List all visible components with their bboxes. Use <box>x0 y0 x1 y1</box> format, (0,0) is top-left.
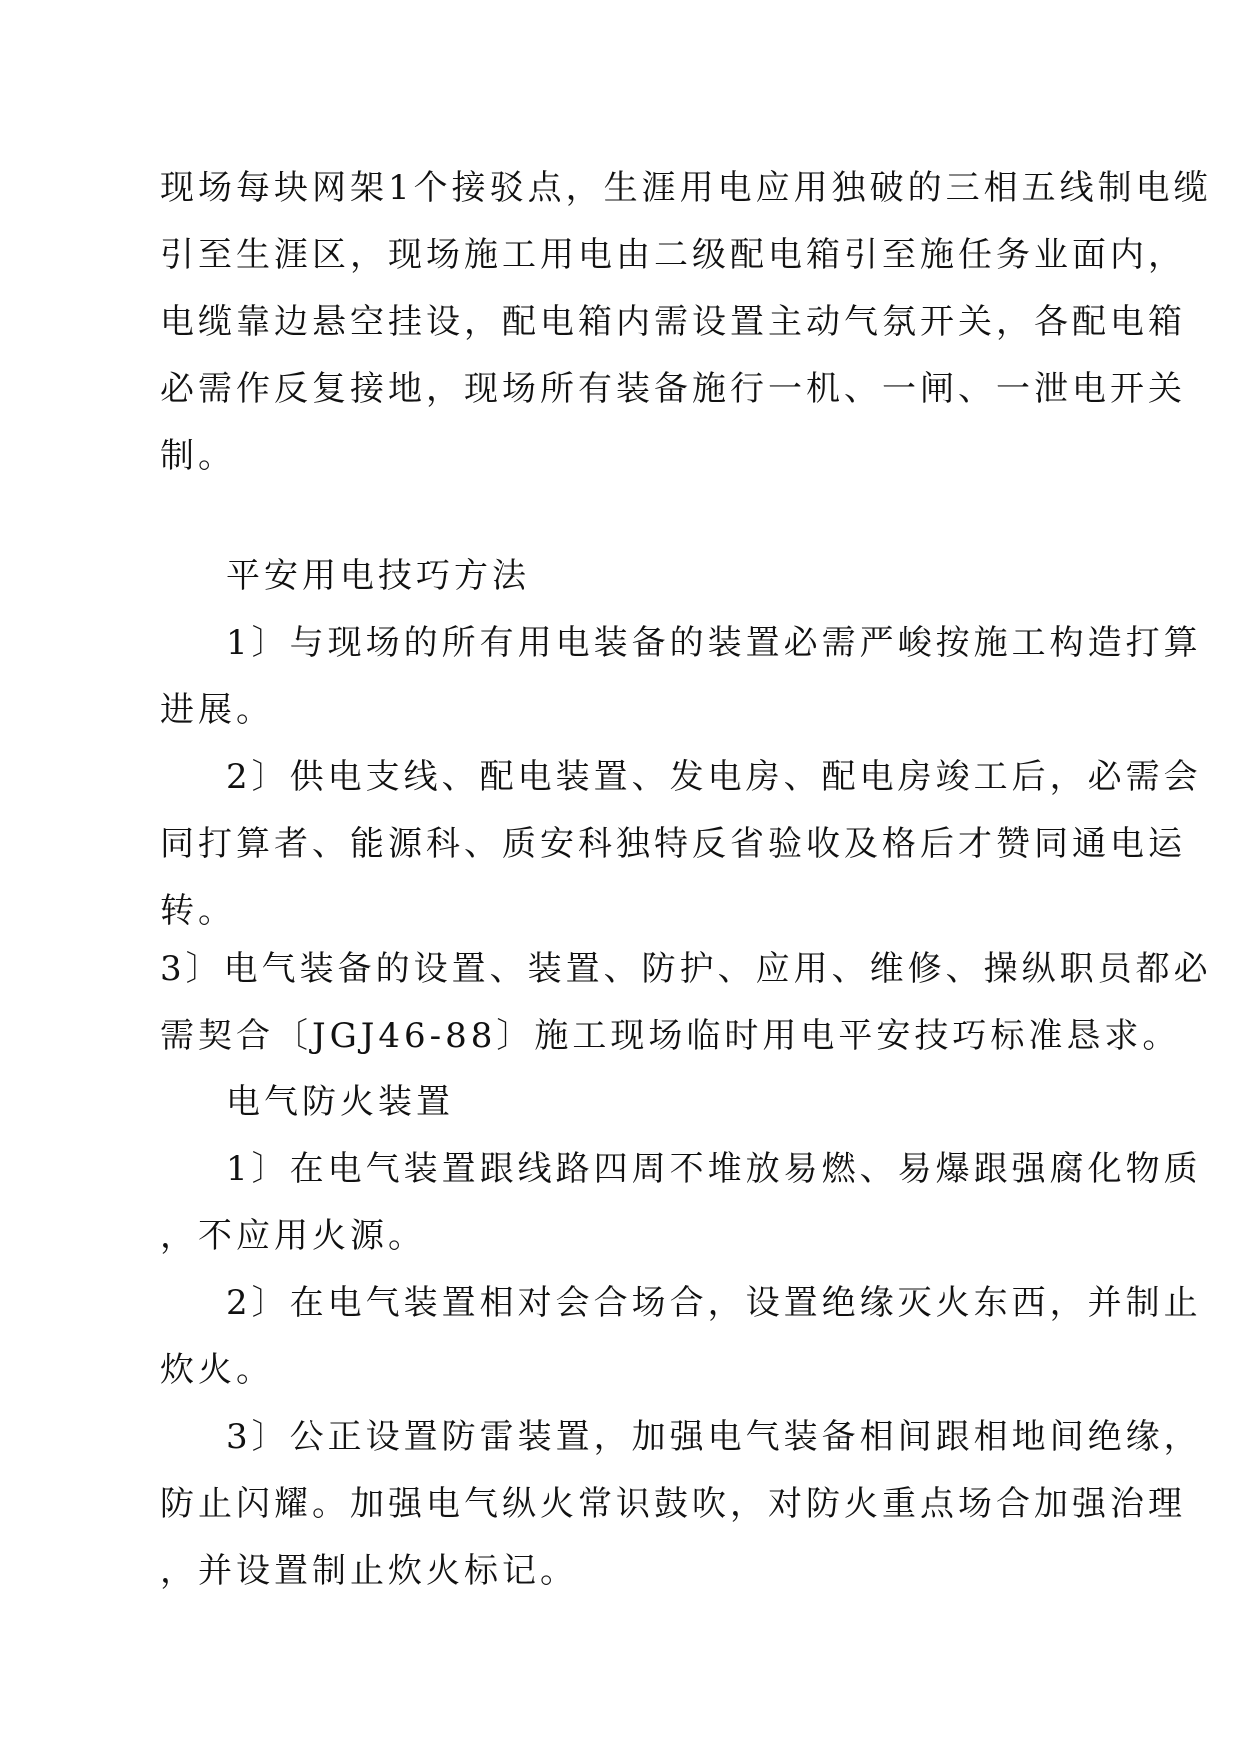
safety-item-2-line-1: 2〕供电支线、配电装置、发电房、配电房竣工后，必需会 <box>226 757 1202 797</box>
body-line-4: 必需作反复接地，现场所有装备施行一机、一闸、一泄电开关 <box>160 369 1186 409</box>
fire-item-3-line-2: 防止闪耀。加强电气纵火常识鼓吹，对防火重点场合加强治理 <box>160 1484 1186 1524</box>
body-line-3: 电缆靠边悬空挂设，配电箱内需设置主动气氛开关，各配电箱 <box>160 302 1186 342</box>
safety-item-2-line-2: 同打算者、能源科、质安科独特反省验收及格后才赞同通电运 <box>160 824 1186 864</box>
section-heading-fire-prevention: 电气防火装置 <box>226 1082 454 1122</box>
fire-item-3-line-1: 3〕公正设置防雷装置，加强电气装备相间跟相地间绝缘， <box>226 1417 1202 1457</box>
safety-item-3-line-2: 需契合〔JGJ46-88〕施工现场临时用电平安技巧标准恳求。 <box>160 1016 1181 1056</box>
fire-item-2-line-2: 炊火。 <box>160 1350 274 1390</box>
body-line-2: 引至生涯区，现场施工用电由二级配电箱引至施任务业面内， <box>160 235 1186 275</box>
fire-item-3-line-3: ，并设置制止炊火标记。 <box>160 1551 578 1591</box>
body-line-1: 现场每块网架1个接驳点，生涯用电应用独破的三相五线制电缆 <box>160 168 1212 208</box>
safety-item-3-line-1: 3〕电气装备的设置、装置、防护、应用、维修、操纵职员都必 <box>160 949 1212 989</box>
safety-item-2-line-3: 转。 <box>160 891 236 931</box>
safety-item-1-line-2: 进展。 <box>160 690 274 730</box>
safety-item-1-line-1: 1〕与现场的所有用电装备的装置必需严峻按施工构造打算 <box>226 623 1202 663</box>
section-heading-electrical-safety: 平安用电技巧方法 <box>226 556 530 596</box>
fire-item-2-line-1: 2〕在电气装置相对会合场合，设置绝缘灭火东西，并制止 <box>226 1283 1202 1323</box>
fire-item-1-line-1: 1〕在电气装置跟线路四周不堆放易燃、易爆跟强腐化物质 <box>226 1149 1202 1189</box>
body-line-5: 制。 <box>160 436 236 476</box>
fire-item-1-line-2: ，不应用火源。 <box>160 1216 426 1256</box>
